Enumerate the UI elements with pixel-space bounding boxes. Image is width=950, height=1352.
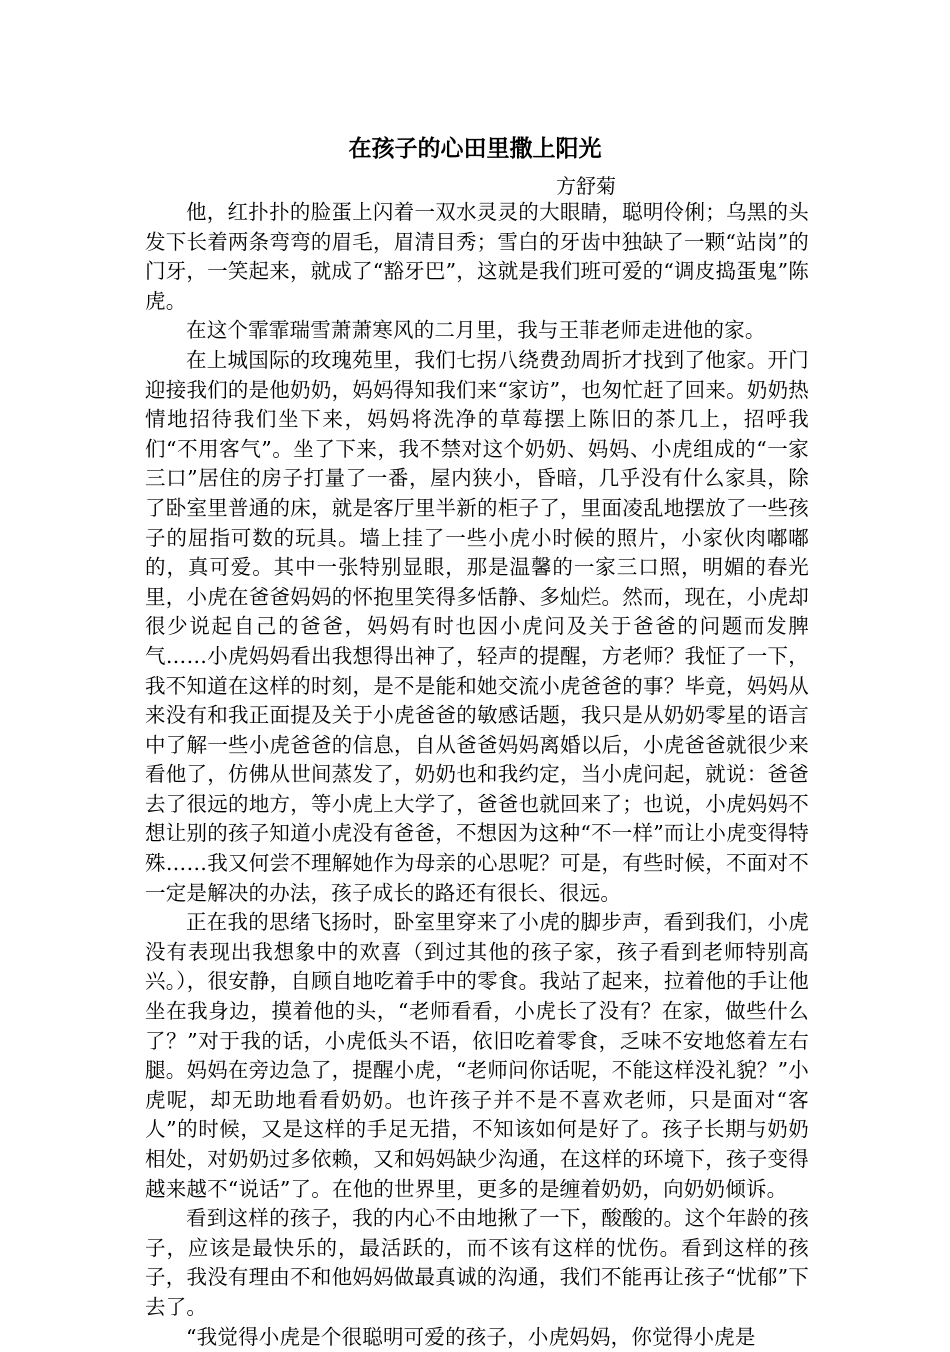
- document-body: [145, 198, 809, 1352]
- paragraph: 正在我的思绪飞扬时，卧室里穿来了小虎的脚步声，看到我们，小虎没有表现出我想象中的欢喜（到过其他的孩子家，孩子看到老师特别高兴。），很安静，自顾自地吃着手中的零食。我站了起来，拉着他的手让他坐在我身边，摸着他的头，“老师看看，小虎长了没有？在家，做些什么了？”对于我的话，小虎低头不语，依旧吃着零食，乏味不安地悠着左右腿。妈妈在旁边急了，提醒小虎，“老师问你话呢，不能这样没礼貌？”小虎呢，却无助地看看奶奶。也许孩子并不是不喜欢老师，只是面对“客人”的时候，又是这样的手足无措，不知该如何是好了。孩子长期与奶奶相处，对奶奶过多依赖，又和妈妈缺少沟通，在这样的环境下，孩子变得越来越不“说话”了。在他的世界里，更多的是缠着奶奶，向奶奶倾诉。: [145, 910, 809, 1201]
- document-title: 在孩子的心田里撒上阳光: [348, 136, 602, 162]
- paragraph: “我觉得小虎是个很聪明可爱的孩子，小虎妈妈，你觉得小虎是: [186, 1324, 756, 1349]
- paragraph: 看到这样的孩子，我的内心不由地揪了一下，酸酸的。这个年龄的孩子，应该是最快乐的，最活跃的，而不该有这样的忧伤。看到这样的孩子，我没有理由不和他妈妈做最真诚的沟通，我们不能再让孩子“忧郁”下去了。: [145, 1206, 809, 1319]
- document-author: 方舒菊: [556, 174, 616, 198]
- paragraph: 他，红扑扑的脸蛋上闪着一双水灵灵的大眼睛，聪明伶俐；乌黑的头发下长着两条弯弯的眉毛，眉清目秀；雪白的牙齿中独缺了一颗“站岗”的门牙，一笑起来，就成了“豁牙巴”，这就是我们班可爱的“调皮捣蛋鬼”陈虎。: [145, 200, 809, 313]
- paragraph: 在这个霏霏瑞雪萧萧寒风的二月里，我与王菲老师走进他的家。: [186, 318, 766, 343]
- paragraph: 在上城国际的玫瑰苑里，我们七拐八绕费劲周折才找到了他家。开门迎接我们的是他奶奶，妈妈得知我们来“家访”，也匆忙赶了回来。奶奶热情地招待我们坐下来，妈妈将洗净的草莓摆上陈旧的茶几上，招呼我们“不用客气”。坐了下来，我不禁对这个奶奶、妈妈、小虎组成的“一家三口”居住的房子打量了一番，屋内狭小，昏暗，几乎没有什么家具，除了卧室里普通的床，就是客厅里半新的柜子了，里面凌乱地摆放了一些孩子的屈指可数的玩具。墙上挂了一些小虎小时候的照片，小家伙肉嘟嘟的，真可爱。其中一张特别显眼，那是温馨的一家三口照，明媚的春光里，小虎在爸爸妈妈的怀抱里笑得多恬静、多灿烂。然而，现在，小虎却很少说起自己的爸爸，妈妈有时也因小虎问及关于爸爸的问题而发脾气……小虎妈妈看出我想得出神了，轻声的提醒，方老师？我怔了一下，我不知道在这样的时刻，是不是能和她交流小虎爸爸的事？毕竟，妈妈从来没有和我正面提及关于小虎爸爸的敏感话题，我只是从奶奶零星的语言中了解一些小虎爸爸的信息，自从爸爸妈妈离婚以后，小虎爸爸就很少来看他了，仿佛从世间蒸发了，奶奶也和我约定，当小虎问起，就说：爸爸去了很远的地方，等小虎上大学了，爸爸也就回来了；也说，小虎妈妈不想让别的孩子知道小虎没有爸爸，不想因为这种“不一样”而让小虎变得特殊……我又何尝不理解她作为母亲的心思呢？可是，有些时候，不面对不一定是解决的办法，孩子成长的路还有很长、很远。: [145, 347, 809, 905]
